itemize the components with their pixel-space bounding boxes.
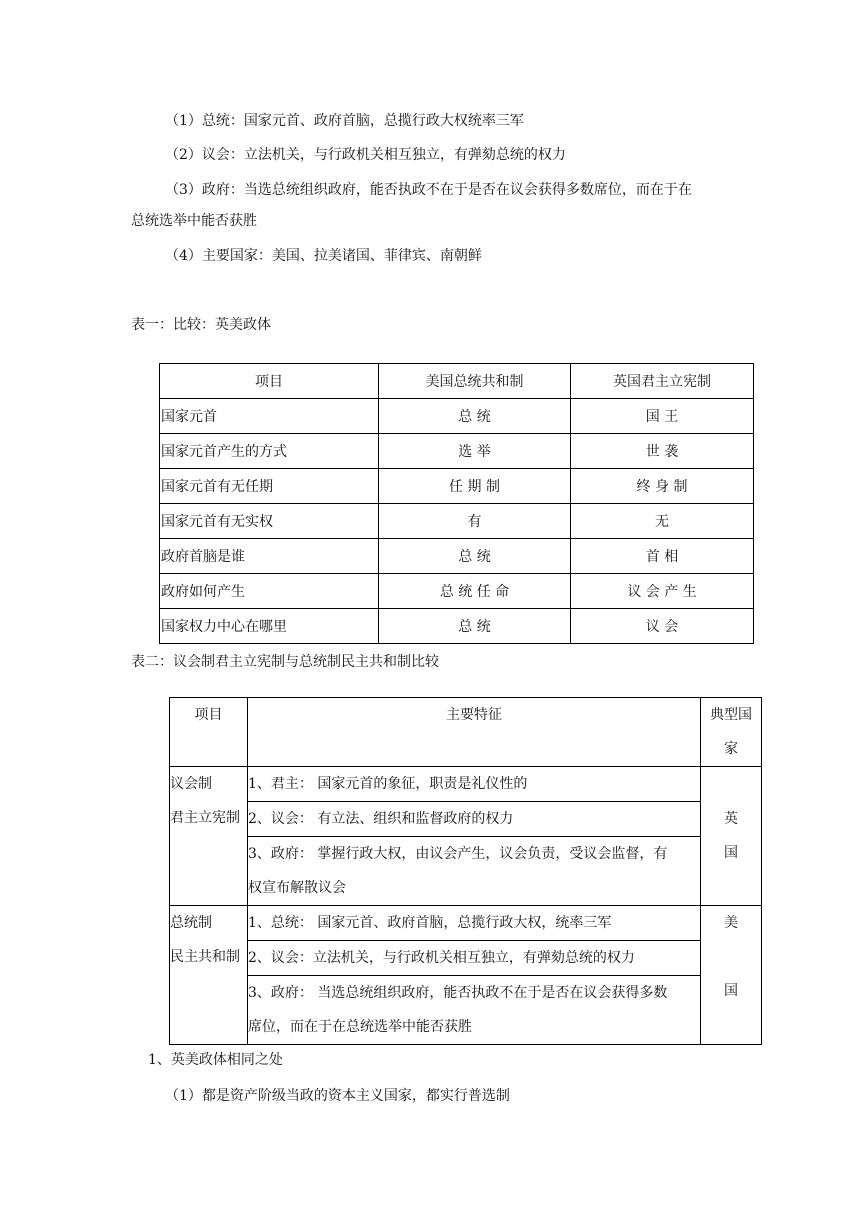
table-row: [160, 504, 754, 539]
table1-caption: 表一：比较：英美政体: [131, 317, 271, 333]
us-cell: 选 举: [379, 434, 571, 469]
feature-cell: [248, 976, 701, 1045]
country-line-2: 国: [724, 983, 738, 999]
country-line-1: 美: [724, 915, 738, 931]
feature-line-2: 权宣布解散议会: [248, 880, 346, 896]
table-header-row: [170, 698, 762, 767]
table-row: [170, 767, 762, 802]
intro-line-3: （3）政府：当选总统组织政府，能否执政不在于是否在议会获得多数席位，而在于在: [165, 182, 692, 198]
feature-cell: 2、议会： 有立法、组织和监督政府的权力: [248, 802, 701, 837]
type-line-2: 民主共和制: [170, 949, 240, 965]
table2-caption: 表二：议会制君主立宪制与总统制民主共和制比较: [131, 654, 439, 670]
table-row: [160, 399, 754, 434]
comparison-table-1: [159, 363, 754, 644]
header-country-line-1: 典型国: [710, 707, 752, 723]
row-label-cell: 政府如何产生: [160, 574, 379, 609]
uk-cell: 世 袭: [571, 434, 754, 469]
feature-line-2: 席位，而在于在总统选举中能否获胜: [248, 1019, 472, 1035]
type-line-1: 议会制: [170, 776, 212, 792]
feature-cell: 2、议会：立法机关，与行政机关相互独立，有弹劾总统的权力: [248, 941, 701, 976]
section-heading: 1、英美政体相同之处: [148, 1052, 283, 1068]
comparison-table-2: [169, 697, 762, 1045]
table-row: [160, 539, 754, 574]
table-row: [160, 469, 754, 504]
feature-line-1: 3、政府： 掌握行政大权，由议会产生，议会负责，受议会监督，有: [248, 846, 668, 862]
table-row: [170, 802, 762, 837]
type-line-1: 总统制: [170, 915, 212, 931]
table-row: [170, 941, 762, 976]
uk-cell: 终 身 制: [571, 469, 754, 504]
header-country-line-2: 家: [724, 741, 738, 757]
feature-cell: 1、总统： 国家元首、政府首脑，总揽行政大权，统率三军: [248, 906, 701, 941]
row-label-cell: 国家权力中心在哪里: [160, 609, 379, 644]
table-row: [160, 574, 754, 609]
intro-line-2: （2）议会：立法机关，与行政机关相互独立，有弹劾总统的权力: [165, 147, 566, 163]
intro-line-4: 总统选举中能否获胜: [131, 213, 257, 229]
header-cell: 项目: [160, 364, 379, 399]
country-cell: [701, 767, 762, 906]
feature-line-1: 3、政府： 当选总统组织政府，能否执政不在于是否在议会获得多数: [248, 985, 668, 1001]
header-cell-features: 主要特征: [248, 698, 701, 767]
us-cell: 总 统: [379, 539, 571, 574]
uk-cell: 国 王: [571, 399, 754, 434]
uk-cell: 议 会 产 生: [571, 574, 754, 609]
header-cell-country: [701, 698, 762, 767]
feature-cell: [248, 837, 701, 906]
header-cell: 美国总统共和制: [379, 364, 571, 399]
table-row: [160, 434, 754, 469]
outro-line-1: （1）都是资产阶级当政的资本主义国家，都实行普选制: [165, 1088, 510, 1104]
row-label-cell: 国家元首产生的方式: [160, 434, 379, 469]
row-label-cell: 国家元首有无实权: [160, 504, 379, 539]
country-cell: [701, 906, 762, 1045]
row-label-cell: 政府首脑是谁: [160, 539, 379, 574]
header-cell-item: 项目: [170, 698, 248, 767]
feature-cell: 1、君主： 国家元首的象征，职责是礼仪性的: [248, 767, 701, 802]
intro-line-1: （1）总统：国家元首、政府首脑，总揽行政大权统率三军: [165, 113, 524, 129]
intro-line-5: （4）主要国家：美国、拉美诸国、菲律宾、南朝鲜: [165, 248, 482, 264]
table-row: [170, 976, 762, 1045]
table-header-row: [160, 364, 754, 399]
row-label-cell: 国家元首: [160, 399, 379, 434]
us-cell: 总 统: [379, 609, 571, 644]
table-row: [160, 609, 754, 644]
us-cell: 总 统: [379, 399, 571, 434]
header-cell: 英国君主立宪制: [571, 364, 754, 399]
uk-cell: 无: [571, 504, 754, 539]
country-line-2: 国: [724, 845, 738, 861]
uk-cell: 首 相: [571, 539, 754, 574]
type-line-2: 君主立宪制: [170, 810, 240, 826]
us-cell: 任 期 制: [379, 469, 571, 504]
table-row: [170, 906, 762, 941]
country-line-1: 英: [724, 811, 738, 827]
uk-cell: 议 会: [571, 609, 754, 644]
row-label-cell: 国家元首有无任期: [160, 469, 379, 504]
us-cell: 总 统 任 命: [379, 574, 571, 609]
type-cell: [170, 906, 248, 1045]
table-row: [170, 837, 762, 906]
us-cell: 有: [379, 504, 571, 539]
type-cell: [170, 767, 248, 906]
